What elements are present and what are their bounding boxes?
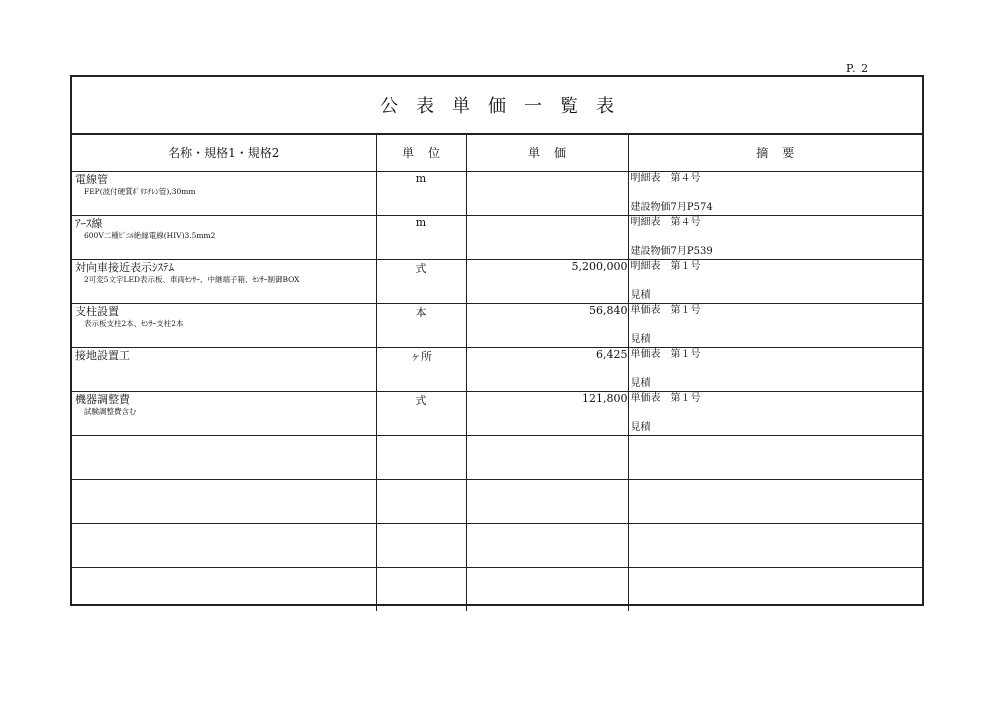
price-list-frame [70,75,924,606]
header-unit: 単位 [376,135,466,171]
item-name: ｱｰｽ線 [75,216,103,230]
item-spec: 600V二種ﾋﾞﾆﾙ絶縁電線(HIV)3.5mm2 [84,230,216,240]
item-name: 機器調整費 [75,392,130,406]
header-remarks: 摘要 [628,135,922,171]
item-name-cell [72,215,376,259]
item-remark-reference: 単価表 第１号 [630,392,701,404]
item-unit: 本 [376,303,466,347]
item-spec [72,569,376,570]
item-unit: m [376,171,466,215]
item-remark-reference: 明細表 第４号 [630,216,701,228]
item-spec: 2可変5文字LED表示板、車両ｾﾝｻｰ、中継端子箱、ｾﾝｻｰ制御BOX [84,274,300,284]
item-spec [72,437,376,438]
item-name-cell [72,171,376,215]
item-remarks-cell [628,523,922,567]
item-remark-source: 見積 [630,289,651,301]
item-spec: FEP(波付硬質ﾎﾟﾘｴﾁﾚﾝ管),30mm [84,186,196,196]
price-table [72,135,922,611]
page-number: P. 2 [846,62,870,75]
item-remark-source: 見積 [630,333,651,345]
item-unit [376,435,466,479]
item-remark-source: 見積 [630,421,651,433]
item-unit: 式 [376,391,466,435]
table-row [72,523,922,567]
item-remark-source: 見積 [630,377,651,389]
item-remark-reference: 単価表 第１号 [630,348,701,360]
item-price [466,479,628,523]
item-remarks-cell [628,347,922,391]
item-remark-reference: 明細表 第１号 [630,260,701,272]
item-name: 接地設置工 [75,348,130,362]
item-remark-reference: 単価表 第１号 [630,304,701,316]
item-name-cell [72,523,376,567]
header-row [72,135,922,171]
item-remarks-cell [628,171,922,215]
item-spec: 試験調整費含む [84,406,137,416]
item-spec [72,362,376,363]
item-remarks-cell [628,303,922,347]
header-price: 単価 [466,135,628,171]
item-price [466,171,628,215]
item-name-cell [72,391,376,435]
item-name-cell [72,347,376,391]
item-price [466,523,628,567]
item-spec: 表示板支柱2本、ｾﾝｻｰ支柱2本 [84,318,184,328]
item-unit: ヶ所 [376,347,466,391]
item-price [466,435,628,479]
item-remark-source: 建設物価7月P539 [630,245,713,257]
item-name-cell [72,259,376,303]
item-remarks-cell [628,435,922,479]
table-row [72,479,922,523]
table-row [72,435,922,479]
item-name-cell [72,435,376,479]
item-remarks-cell [628,215,922,259]
item-remarks-cell [628,259,922,303]
document-title: 公表単価一覧表 [380,96,632,117]
item-remarks-cell [628,479,922,523]
header-name: 名称・規格1・規格2 [72,135,376,171]
table-row [72,303,922,347]
table-row [72,567,922,611]
item-price [466,215,628,259]
table-row [72,259,922,303]
item-price: 5,200,000 [466,259,628,303]
item-unit [376,523,466,567]
item-name: 支柱設置 [75,304,119,318]
item-name-cell [72,303,376,347]
item-remarks-cell [628,391,922,435]
item-spec [72,481,376,482]
item-price: 121,800 [466,391,628,435]
item-unit [376,479,466,523]
item-name-cell [72,479,376,523]
item-price: 6,425 [466,347,628,391]
table-row [72,215,922,259]
item-remark-reference: 明細表 第４号 [630,172,701,184]
item-name-cell [72,567,376,611]
title-row [72,77,922,135]
item-name: 電線管 [75,172,108,186]
table-row [72,391,922,435]
item-remark-source: 建設物価7月P574 [630,201,713,213]
item-price: 56,840 [466,303,628,347]
item-unit: 式 [376,259,466,303]
table-row [72,347,922,391]
item-unit [376,567,466,611]
item-remarks-cell [628,567,922,611]
item-unit: m [376,215,466,259]
table-row [72,171,922,215]
item-price [466,567,628,611]
item-spec [72,525,376,526]
item-name: 対向車接近表示ｼｽﾃﾑ [75,260,174,274]
